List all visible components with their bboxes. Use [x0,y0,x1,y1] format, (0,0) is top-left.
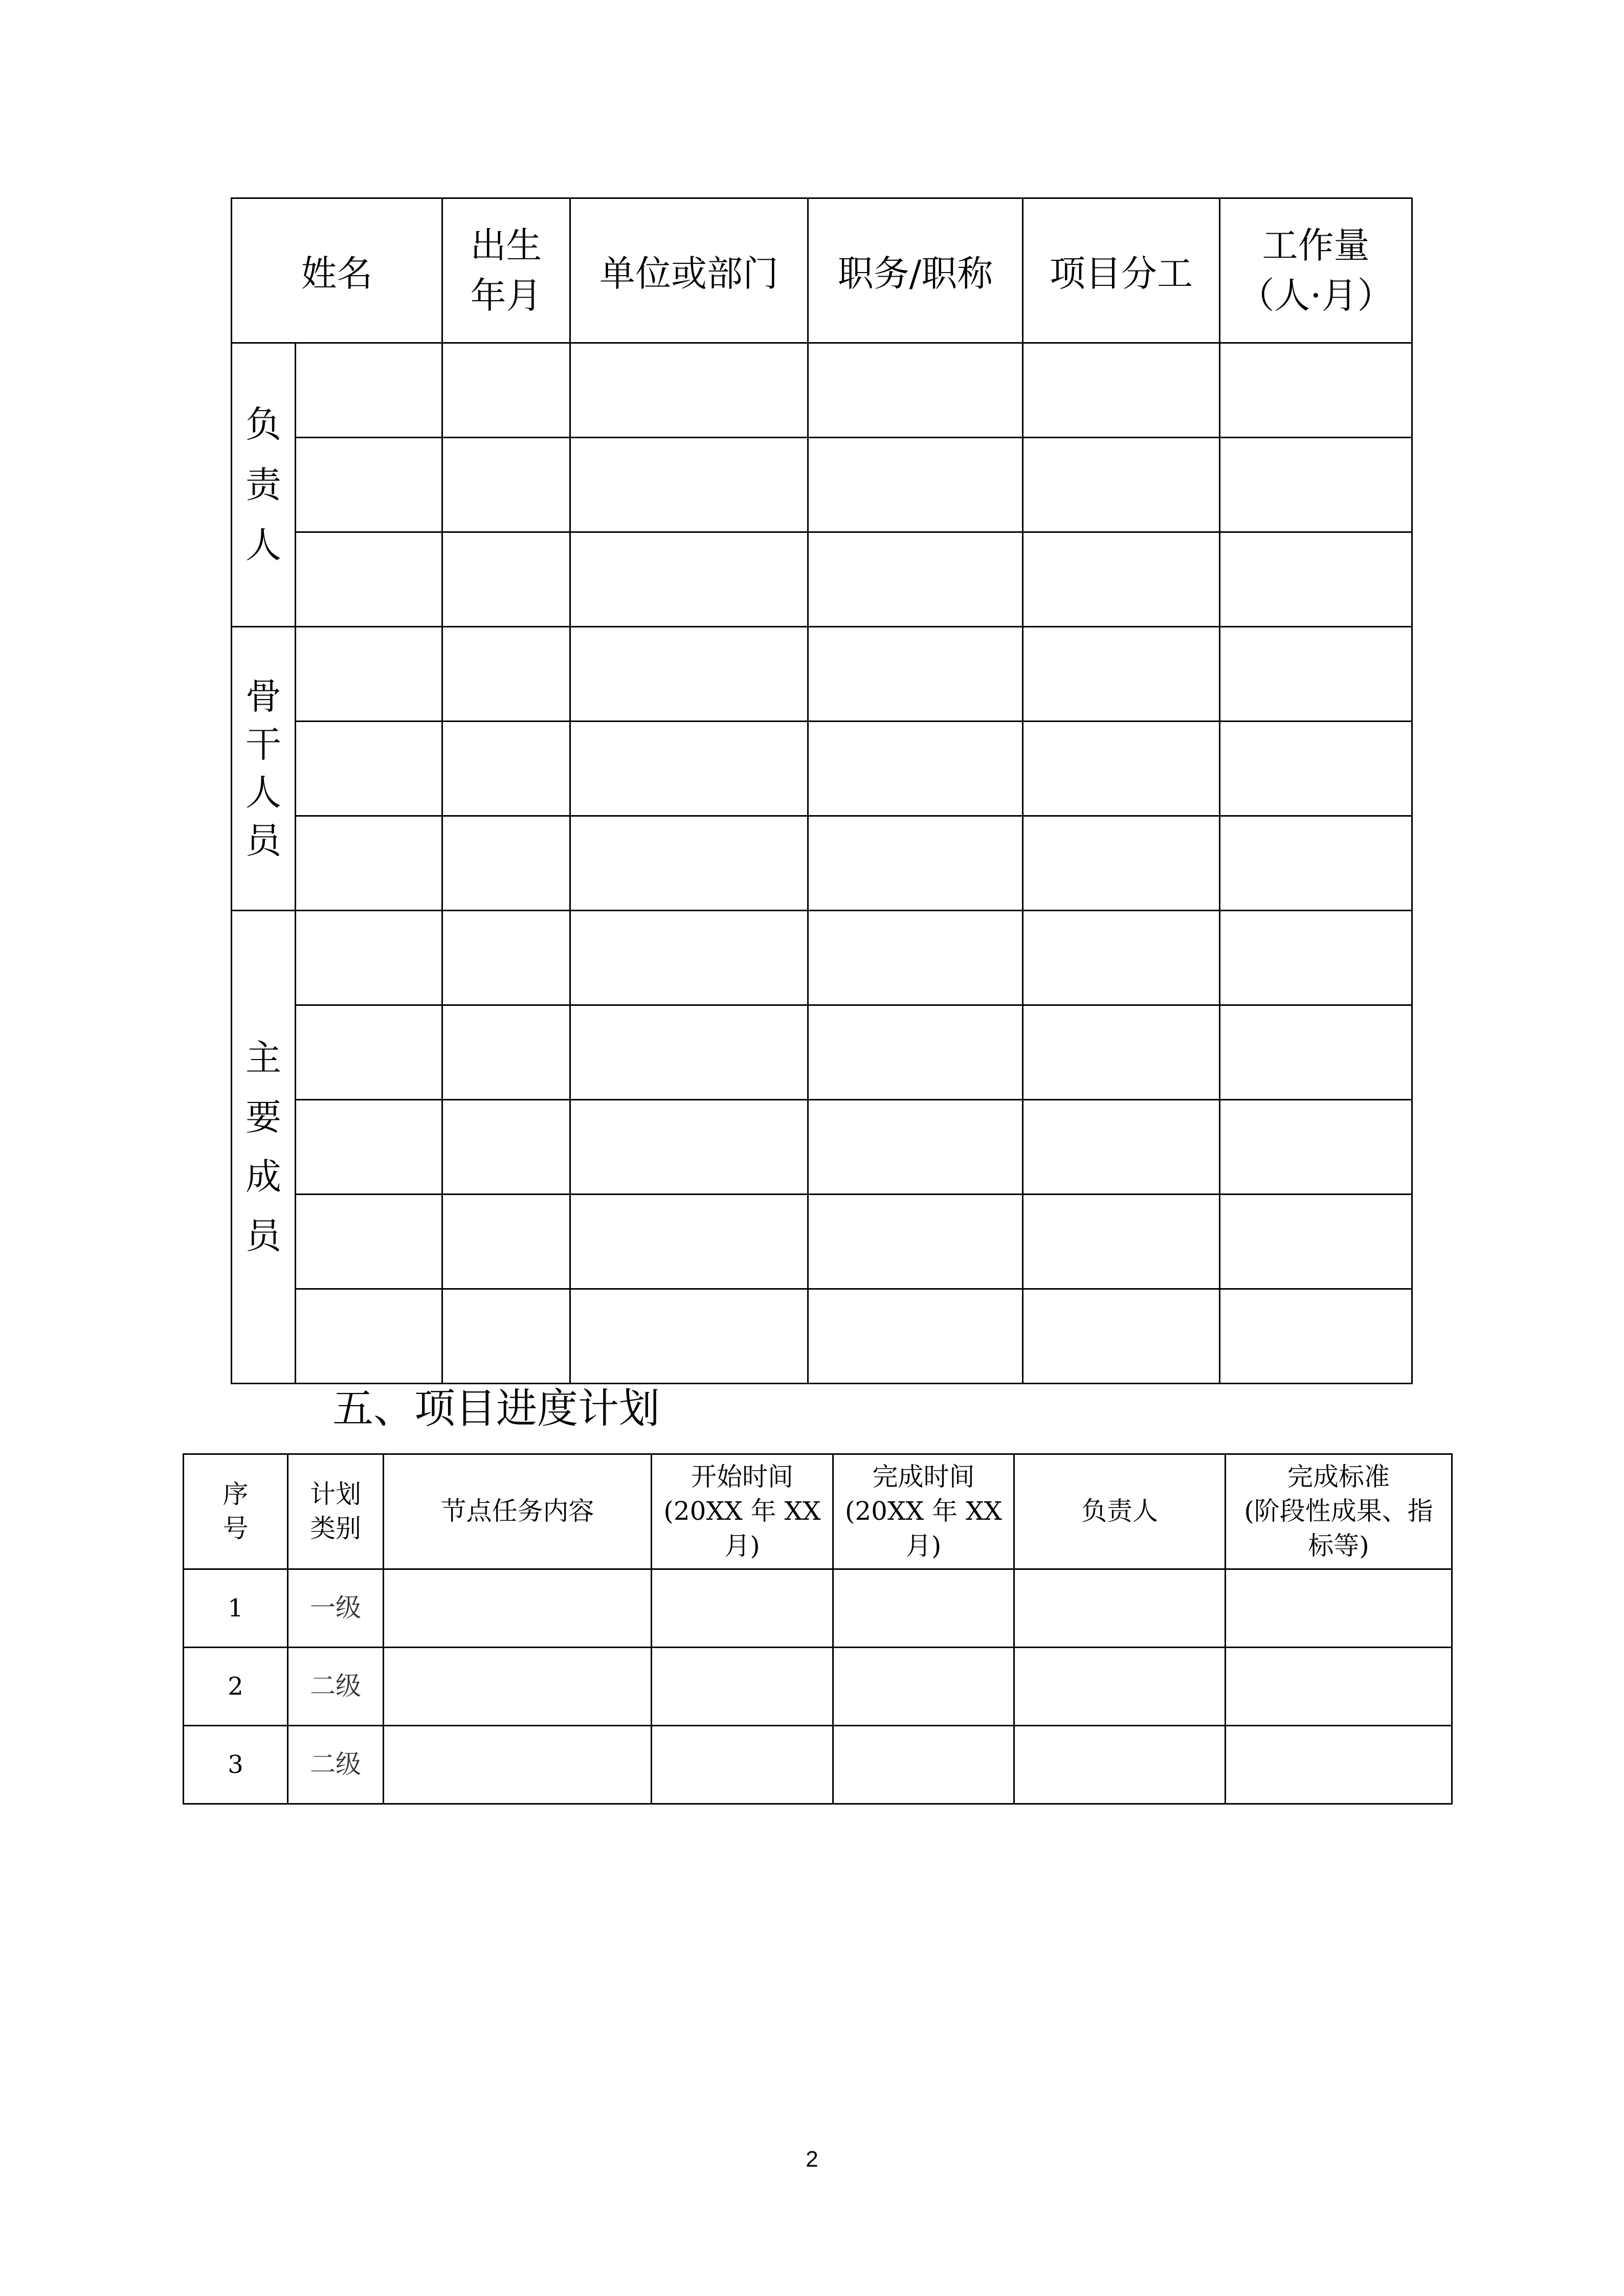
cell-title[interactable] [808,532,1023,627]
header-role: 项目分工 [1023,198,1220,343]
staff-table [231,197,1413,1384]
cell-birth[interactable] [442,1005,570,1100]
header-std-line2: (阶段性成果、指 [1244,1496,1433,1526]
cell-title[interactable] [808,438,1023,532]
cell-unit[interactable] [570,911,808,1005]
cell-role[interactable] [1023,1005,1220,1100]
group-char: 主 [246,1037,281,1079]
cell-standard[interactable] [1226,1648,1452,1726]
cell-start-time[interactable] [652,1726,833,1804]
header-name-char-1: 姓 [301,252,337,295]
header-standard [1226,1454,1452,1569]
cell-workload[interactable] [1220,816,1412,911]
group-char: 责 [246,464,281,506]
header-birth-line1: 出生 [470,224,542,266]
cell-unit[interactable] [570,1289,808,1384]
cell-title[interactable] [808,343,1023,438]
header-end-line3: 月) [905,1530,942,1561]
cell-title[interactable] [808,1289,1023,1384]
cell-standard[interactable] [1226,1569,1452,1648]
cell-name[interactable] [296,816,442,911]
table-row [232,1100,1412,1195]
cell-role[interactable] [1023,1195,1220,1289]
cell-seq: 2 [184,1648,288,1726]
cell-start-time[interactable] [652,1569,833,1648]
group-label-leader [232,343,296,627]
cell-task-content[interactable] [384,1726,652,1804]
cell-role[interactable] [1023,532,1220,627]
cell-workload[interactable] [1220,1195,1412,1289]
cell-title[interactable] [808,1195,1023,1289]
cell-unit[interactable] [570,1195,808,1289]
cell-plan-type: 二级 [288,1648,384,1726]
cell-birth[interactable] [442,722,570,816]
cell-name[interactable] [296,1195,442,1289]
cell-birth[interactable] [442,911,570,1005]
group-char: 骨 [246,676,281,717]
cell-unit[interactable] [570,627,808,722]
cell-birth[interactable] [442,816,570,911]
cell-role[interactable] [1023,911,1220,1005]
cell-title[interactable] [808,911,1023,1005]
cell-birth[interactable] [442,1195,570,1289]
page-number: 2 [806,2147,818,2172]
table-row [184,1648,1452,1726]
header-start-line2: (20XX 年 XX [663,1496,821,1526]
header-owner: 负责人 [1014,1454,1226,1569]
staff-header-row [232,198,1412,343]
cell-birth[interactable] [442,532,570,627]
header-unit: 单位或部门 [570,198,808,343]
cell-workload[interactable] [1220,722,1412,816]
cell-role[interactable] [1023,1289,1220,1384]
cell-workload[interactable] [1220,1100,1412,1195]
table-row [184,1726,1452,1804]
cell-seq: 1 [184,1569,288,1648]
cell-owner[interactable] [1014,1726,1226,1804]
cell-title[interactable] [808,1005,1023,1100]
header-end-time [833,1454,1014,1569]
cell-unit[interactable] [570,1100,808,1195]
cell-name[interactable] [296,1289,442,1384]
cell-owner[interactable] [1014,1648,1226,1726]
cell-name[interactable] [296,627,442,722]
cell-end-time[interactable] [833,1726,1014,1804]
cell-unit[interactable] [570,722,808,816]
cell-name[interactable] [296,532,442,627]
table-row [232,816,1412,911]
header-workload [1220,198,1412,343]
cell-task-content[interactable] [384,1648,652,1726]
cell-role[interactable] [1023,816,1220,911]
header-task-content: 节点任务内容 [384,1454,652,1569]
table-row [232,532,1412,627]
cell-name[interactable] [296,1100,442,1195]
cell-role[interactable] [1023,722,1220,816]
header-name-char-2: 名 [337,252,373,295]
cell-name[interactable] [296,722,442,816]
header-workload-line2: （人·月） [1238,275,1393,317]
group-label-backbone [232,627,296,911]
cell-workload[interactable] [1220,438,1412,532]
section-title: 五、项目进度计划 [332,1385,660,1432]
table-row [232,343,1412,438]
cell-unit[interactable] [570,532,808,627]
cell-standard[interactable] [1226,1726,1452,1804]
header-type-line1: 计划 [310,1479,361,1509]
header-title: 职务/职称 [808,198,1023,343]
header-type-line2: 类别 [310,1514,361,1543]
cell-workload[interactable] [1220,627,1412,722]
header-std-line3: 标等) [1308,1530,1369,1561]
cell-plan-type: 二级 [288,1726,384,1804]
header-seq-line2: 号 [223,1514,249,1543]
table-row [232,1195,1412,1289]
cell-unit[interactable] [570,816,808,911]
header-std-line1: 完成标准 [1287,1461,1390,1492]
cell-role[interactable] [1023,627,1220,722]
cell-end-time[interactable] [833,1648,1014,1726]
cell-birth[interactable] [442,627,570,722]
cell-end-time[interactable] [833,1569,1014,1648]
table-row [232,911,1412,1005]
cell-plan-type: 一级 [288,1569,384,1648]
cell-workload[interactable] [1220,1289,1412,1384]
cell-title[interactable] [808,722,1023,816]
schedule-table [183,1453,1453,1805]
cell-name[interactable] [296,1005,442,1100]
group-char: 员 [246,1215,281,1257]
group-label-members [232,911,296,1384]
group-char: 员 [246,820,281,862]
header-seq-line1: 序 [223,1479,249,1509]
header-start-line3: 月) [724,1530,760,1561]
group-char: 负 [246,403,281,445]
cell-role[interactable] [1023,343,1220,438]
cell-unit[interactable] [570,343,808,438]
group-char: 成 [246,1156,281,1198]
table-row [232,722,1412,816]
cell-title[interactable] [808,627,1023,722]
group-char: 要 [246,1096,281,1138]
header-birth-line2: 年月 [470,275,542,317]
cell-birth[interactable] [442,1289,570,1384]
header-end-line1: 完成时间 [872,1461,975,1492]
cell-start-time[interactable] [652,1648,833,1726]
group-char: 人 [246,524,281,566]
table-row [232,1289,1412,1384]
cell-birth[interactable] [442,438,570,532]
cell-title[interactable] [808,816,1023,911]
cell-name[interactable] [296,438,442,532]
cell-name[interactable] [296,911,442,1005]
header-seq [184,1454,288,1569]
header-plan-type [288,1454,384,1569]
cell-workload[interactable] [1220,911,1412,1005]
cell-role[interactable] [1023,1100,1220,1195]
header-start-time [652,1454,833,1569]
group-char: 干 [246,724,281,766]
header-workload-line1: 工作量 [1262,224,1370,266]
cell-name[interactable] [296,343,442,438]
table-row [232,1005,1412,1100]
header-start-line1: 开始时间 [691,1461,793,1492]
group-char: 人 [246,772,281,814]
header-end-line2: (20XX 年 XX [844,1496,1003,1526]
cell-workload[interactable] [1220,532,1412,627]
table-row [184,1569,1452,1648]
table-row [232,438,1412,532]
cell-birth[interactable] [442,1100,570,1195]
cell-owner[interactable] [1014,1569,1226,1648]
cell-role[interactable] [1023,438,1220,532]
header-birth [442,198,570,343]
cell-workload[interactable] [1220,343,1412,438]
header-name [232,198,442,343]
cell-task-content[interactable] [384,1569,652,1648]
cell-birth[interactable] [442,343,570,438]
table-row [232,627,1412,722]
cell-title[interactable] [808,1100,1023,1195]
schedule-header-row [184,1454,1452,1569]
cell-unit[interactable] [570,1005,808,1100]
cell-seq: 3 [184,1726,288,1804]
cell-unit[interactable] [570,438,808,532]
cell-workload[interactable] [1220,1005,1412,1100]
